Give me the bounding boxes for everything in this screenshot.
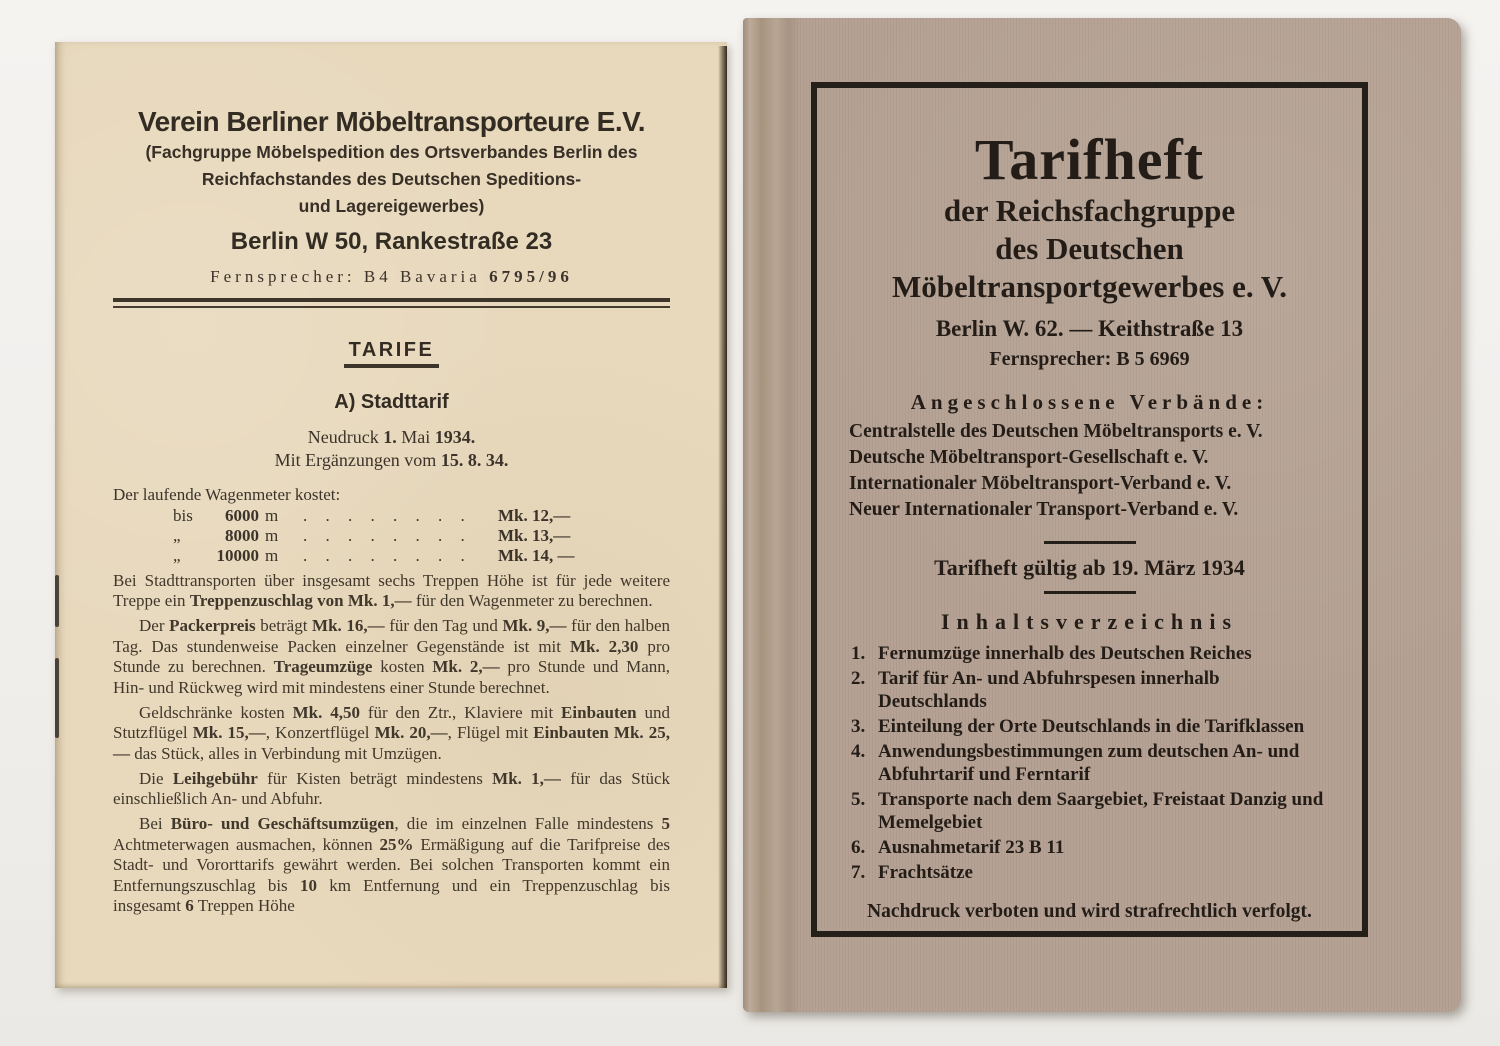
toc-list	[837, 642, 1342, 884]
validity-note: Tarifheft gültig ab 19. März 1934	[934, 555, 1245, 580]
cover-subtitle-line-3: Möbeltransportgewerbes e. V.	[892, 269, 1287, 304]
price-table	[113, 506, 670, 566]
divider-rule	[1044, 591, 1136, 594]
toc-item-3	[851, 715, 1332, 738]
tariff-paragraph-2: Der Packerpreis beträgt Mk. 16,— für den Tag und Mk. 9,— für den halben Tag. Das stundenweise Packen einzelner Gegenstände ist mit Mk. 2,30 pro Stunde zu berechnen. Trageumzüge kosten Mk. 2,— pro Stunde und Mann, Hin- und Rückweg wird mit mindestens einer Stunde berechnet.	[113, 616, 671, 697]
price-range-prefix: „	[173, 526, 181, 545]
tariff-body-text	[113, 571, 670, 917]
price-range-prefix: bis	[173, 506, 193, 525]
toc-text: Fernumzüge innerhalb des Deutschen Reiches	[878, 643, 1252, 664]
print-note: Neudruck 1. Mai 1934.	[307, 427, 476, 447]
cover-border-frame	[811, 82, 1368, 937]
toc-number: 6.	[851, 837, 866, 858]
price-value: Mk. 14, —	[498, 546, 575, 565]
association-item-1: Centralstelle des Deutschen Möbeltransports e. V.	[849, 421, 1263, 442]
tariff-paragraph-1: Bei Stadttransporten über insgesamt sechs Treppen Höhe ist für jede weitere Treppe ein Treppenzuschlag von Mk. 1,— für den Wagenmeter zu berechnen.	[113, 570, 670, 610]
org-phone: Fernsprecher: B4 Bavaria 6795/96	[210, 267, 573, 286]
header-double-rule	[113, 298, 670, 308]
toc-item-5	[851, 788, 1332, 834]
toc-number: 4.	[851, 741, 866, 762]
org-subtitle-line-2: Reichfachstandes des Deutschen Speditions-	[201, 169, 582, 189]
toc-item-2	[851, 667, 1332, 713]
cover-address: Berlin W. 62. — Keithstraße 13	[935, 316, 1244, 341]
price-value: Mk. 12,—	[498, 506, 571, 525]
toc-text: Anwendungsbestimmungen zum deutschen An- und Abfuhrtarif und Ferntarif	[878, 741, 1300, 785]
tariff-paragraph-4: Die Leihgebühr für Kisten beträgt mindestens Mk. 1,— für das Stück einschließlich An- und Abfuhr.	[113, 768, 670, 808]
cover-phone: Fernsprecher: B 5 6969	[989, 348, 1190, 370]
copyright-note: Nachdruck verboten und wird strafrechtlich verfolgt.	[867, 901, 1312, 922]
cover-subtitle-line-1: der Reichsfachgruppe	[943, 193, 1236, 228]
dot-leader: . . . . . . . .	[303, 546, 472, 565]
toc-item-4	[851, 740, 1332, 786]
price-range-amount: 10000	[216, 546, 259, 565]
cover-subtitle-line-2: des Deutschen	[995, 231, 1184, 266]
tariff-paragraph-3: Geldschränke kosten Mk. 4,50 für den Ztr., Klaviere mit Einbauten und Stutzflügel Mk. 15,—, Konzertflügel Mk. 20,—, Flügel mit Einbauten Mk. 25,— das Stück, alles in Verbindung mit Umzügen.	[113, 702, 671, 763]
toc-item-6	[851, 836, 1332, 859]
toc-number: 2.	[851, 668, 866, 689]
price-range-unit: m	[265, 506, 279, 525]
booklet-spine	[743, 18, 801, 1012]
toc-number: 5.	[851, 789, 866, 810]
toc-heading: Inhaltsverzeichnis	[940, 609, 1239, 634]
cover-title: Tarifheft	[974, 127, 1205, 192]
tariff-paragraph-5: Bei Büro- und Geschäftsumzügen, die im einzelnen Falle mindestens 5 Achtmeterwagen ausmachen, können 25% Ermäßigung auf die Tarifpreise des Stadt- und Vororttarifs gewährt werden. Bei solchen Transporten kommt ein Entfernungszuschlag bis 10 km Entfernung und ein Treppenzuschlag bis insgesamt 6 Treppen Höhe	[113, 814, 671, 915]
left-booklet-cover-page	[55, 42, 727, 988]
toc-text: Tarif für An- und Abfuhrspesen innerhalb Deutschlands	[878, 668, 1220, 712]
toc-item-1	[851, 642, 1332, 665]
price-range-unit: m	[265, 546, 279, 565]
price-row	[173, 506, 670, 526]
toc-text: Frachtsätze	[878, 862, 973, 883]
toc-text: Einteilung der Orte Deutschlands in die Tarifklassen	[878, 716, 1305, 737]
price-range-unit: m	[265, 526, 279, 545]
toc-number: 1.	[851, 643, 866, 664]
org-name: Verein Berliner Möbeltransporteure E.V.	[138, 106, 645, 137]
toc-number: 7.	[851, 862, 866, 883]
org-subtitle-line-3: und Lagereigewerbes)	[298, 196, 485, 216]
subsection-title-stadttarif: A) Stadttarif	[334, 391, 449, 413]
price-range-amount: 8000	[225, 526, 259, 545]
price-row	[173, 546, 670, 566]
associations-heading: Angeschlossene Verbände:	[910, 390, 1269, 414]
org-subtitle-line-1: (Fachgruppe Möbelspedition des Ortsverbandes Berlin des	[145, 142, 638, 162]
price-intro: Der laufende Wagenmeter kostet:	[113, 485, 341, 504]
association-item-3: Internationaler Möbeltransport-Verband e. V.	[849, 473, 1232, 494]
toc-text: Ausnahmetarif 23 B 11	[878, 837, 1065, 858]
left-booklet-content	[55, 42, 727, 917]
association-item-2: Deutsche Möbeltransport-Gesellschaft e. V.	[849, 447, 1209, 468]
amendment-note: Mit Ergänzungen vom 15. 8. 34.	[274, 450, 509, 470]
section-title-tarife: TARIFE	[344, 338, 440, 368]
associations-list	[837, 419, 1342, 523]
toc-item-7	[851, 861, 1332, 884]
price-range-amount: 6000	[225, 506, 259, 525]
toc-text: Transporte nach dem Saargebiet, Freistaat Danzig und Memelgebiet	[878, 789, 1324, 833]
association-item-4: Neuer Internationaler Transport-Verband e. V.	[849, 499, 1239, 520]
price-value: Mk. 13,—	[498, 526, 571, 545]
dot-leader: . . . . . . . .	[303, 526, 472, 545]
right-booklet-cover	[743, 18, 1461, 1012]
dot-leader: . . . . . . . .	[303, 506, 472, 525]
toc-number: 3.	[851, 716, 866, 737]
price-range-prefix: „	[173, 546, 181, 565]
org-address: Berlin W 50, Rankestraße 23	[230, 228, 553, 255]
price-row	[173, 526, 670, 546]
divider-rule	[1044, 541, 1136, 544]
